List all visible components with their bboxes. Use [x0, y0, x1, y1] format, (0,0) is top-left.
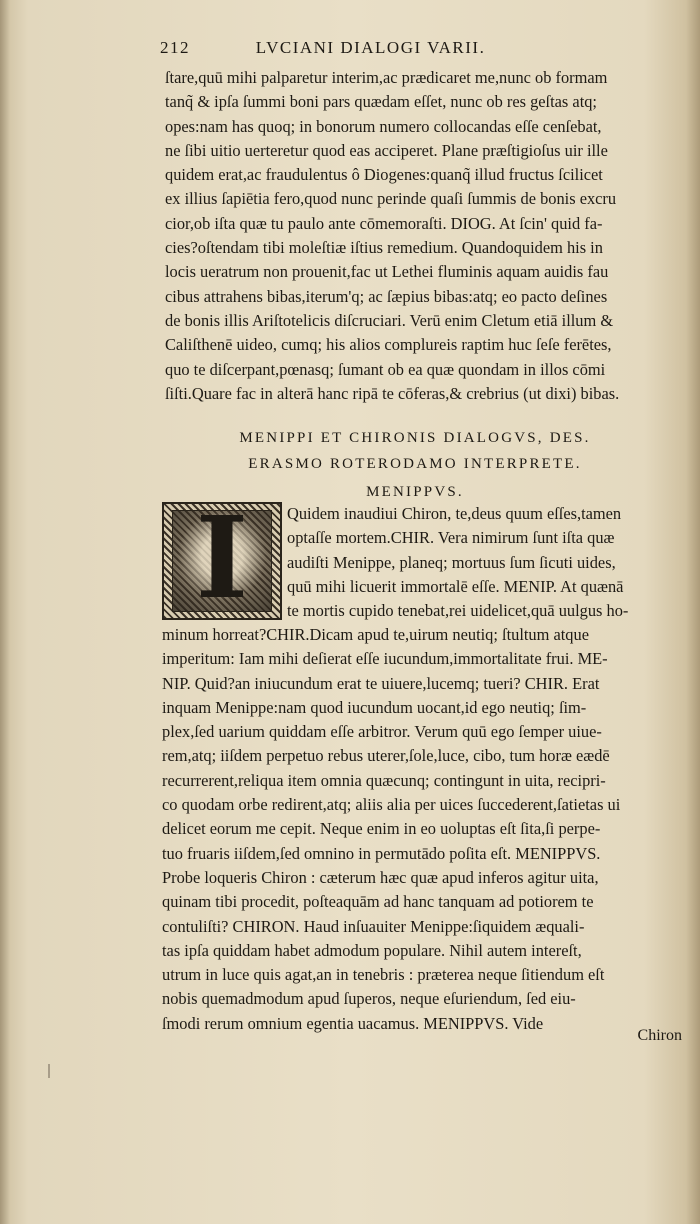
- text-line: cior,ob iſta quæ tu paulo ante cōmemoraſti. DIOG. At ſcin' quid fa-: [165, 213, 603, 233]
- page-header: [160, 38, 680, 58]
- text-line: tanq̃ & ipſa ſummi boni pars quædam eſſet, nunc ob res geſtas atq;: [165, 92, 597, 112]
- text-line: quū mihi licuerit immortalē eſſe. MENIP. At quænā: [287, 576, 624, 596]
- ink-mark: [48, 1064, 50, 1078]
- text-line: utrum in luce quis agat,an in tenebris : præterea neque ſitiendum eſt: [162, 965, 605, 985]
- text-line: ne ſibi uitio uerteretur quod eas acciperet. Plane præſtigioſus uir ille: [165, 140, 608, 160]
- text-line: quidem erat,ac fraudulentus ô Diogenes:quanq̃ illud fructus ſcilicet: [165, 165, 603, 185]
- text-line: opes:nam has quoq; in bonorum numero collocandas eſſe cenſebat,: [165, 116, 602, 136]
- text-line: de bonis illis Ariſtotelicis diſcruciari. Verū enim Cletum etiā illum &: [165, 310, 614, 330]
- catchword: Chiron: [637, 1027, 682, 1044]
- text-line: optaſſe mortem.CHIR. Vera nimirum ſunt iſta quæ: [287, 528, 615, 548]
- folio-number: 212: [160, 38, 190, 57]
- continued-dialogue-text: [165, 66, 685, 406]
- text-line: ſiſti.Quare fac in alterā hanc ripā te cōferas,& crebrius (ut dixi) bibas.: [165, 383, 620, 403]
- text-line: rem,atq; iiſdem perpetuo rebus uterer,ſole,luce, cibo, tum horæ eædē: [162, 746, 610, 766]
- decorated-initial-icon: [162, 493, 282, 624]
- text-line: co quodam orbe redirent,atq; aliis alia per uices ſuccederent,ſatietas ui: [162, 795, 621, 815]
- text-line: delicet eorum me cepit. Neque enim in eo uoluptas eſt ſita,ſi perpe-: [162, 819, 601, 839]
- running-head: LVCIANI DIALOGI VARII.: [255, 38, 486, 57]
- text-line: ex illius ſapiētia fero,quod nunc perinde quaſi ſummis de bonis excru: [165, 189, 617, 209]
- text-line: tuo fruaris iiſdem,ſed omnino in permutādo poſita eſt. MENIPPVS.: [162, 843, 601, 863]
- text-line: NIP. Quid?an iniucundum erat te uiuere,lucemq; tueri? CHIR. Erat: [162, 673, 600, 693]
- text-line: cies?oſtendam tibi moleſtiæ iſtius remedium. Quandoquidem his in: [165, 238, 603, 258]
- speaker-heading: MENIPPVS.: [366, 484, 464, 500]
- text-line: cibus attrahens bibas,iterum'q; ac ſæpius bibas:atq; eo pacto deſines: [165, 286, 608, 306]
- text-line: Quidem inaudiui Chiron, te,deus quum eſſes,tamen: [287, 504, 622, 523]
- text-line: tas ipſa quiddam habet admodum populare. Nihil autem intereſt,: [162, 940, 582, 960]
- text-line: Caliſthenē uideo, cumq; his alios complureis raptim huc ſeſe ferētes,: [165, 335, 612, 355]
- page-edge-shadow: [686, 0, 700, 1224]
- text-line: inquam Menippe:nam quod iucundum uocant,id ego neutiq; ſim-: [162, 697, 587, 717]
- page-gutter-shadow: [0, 0, 10, 1224]
- text-line: nobis quemadmodum apud ſuperos, neque eſuriendum, ſed eiu-: [162, 989, 576, 1009]
- text-line: audiſti Menippe, planeq; mortuus ſum ſicuti uides,: [287, 552, 616, 572]
- dialogue-title: MENIPPI ET CHIRONIS DIALOGVS, DES.: [239, 430, 591, 446]
- text-line: ſtare,quū mihi palparetur interim,ac prædicaret me,nunc ob formam: [165, 68, 608, 87]
- text-line: ſmodi rerum omnium egentia uacamus. MENIPPVS. Vide: [162, 1013, 544, 1033]
- full-width-text: [162, 623, 687, 1036]
- text-line: imperitum: Iam mihi deſierat eſſe iucundum,immortalitate frui. ME-: [162, 649, 608, 669]
- text-line: te mortis cupido tenebat,rei uidelicet,quā uulgus ho-: [287, 601, 629, 621]
- text-line: locis ueratrum non prouenit,fac ut Lethei fluminis aquam auidis fau: [165, 262, 609, 282]
- text-line: Probe loqueris Chiron : cæterum hæc quæ apud inferos agitur uita,: [162, 867, 599, 887]
- text-line: plex,ſed uarium quiddam eſſe arbitror. Verum quū ego ſemper uiue-: [162, 722, 602, 742]
- text-line: minum horreat?CHIR.Dicam apud te,uirum neutiq; ſtultum atque: [162, 625, 589, 644]
- text-line: recurrerent,reliqua item omnia quæcunq; contingunt in uita, recipri-: [162, 770, 606, 790]
- initial-letter: I: [195, 493, 249, 624]
- text-line: quo te diſcerpant,pœnasq; ſumant ob ea quæ quondam in illos cōmi: [165, 359, 606, 379]
- text-line: contuliſti? CHIRON. Haud inſuauiter Menippe:ſiquidem æquali-: [162, 916, 585, 936]
- text-line: quinam tibi procedit, poſteaquām ad hanc tanquam ad potiorem te: [162, 892, 594, 912]
- indented-text: [287, 502, 687, 623]
- translator-line: ERASMO ROTERODAMO INTERPRETE.: [248, 456, 582, 472]
